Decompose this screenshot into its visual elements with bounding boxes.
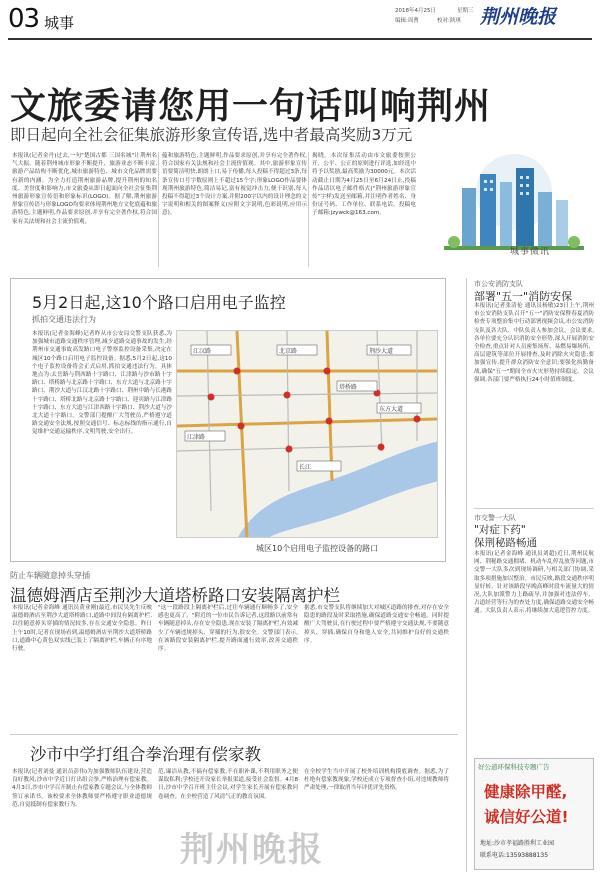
editor-credit: 编辑:周曹	[395, 18, 419, 24]
lead-body-column-2: 蕴和旅游特色,主题鲜明,作品要求原创,并享有完全著作权,符合国家有关法规和社会主流价值观。其中,旅游形象宣传语要简洁明快,朗朗上口,易于传播,每人投稿不得超过3条,每条宣传口号字数原则上不超过15个字;形象LOGO作品要体现荆州旅游特色,简洁易记,富有视觉冲击力,便于识别,每人投稿不得超过3个设计方案,并附200字以内的设计理念的文字说明和相关的图案释义(应附文字说明,色彩说明,应用示意)。	[162, 153, 307, 217]
column-divider	[308, 152, 309, 267]
column-divider	[158, 152, 159, 267]
traffic-headline: 5月2日起,这10个路口启用电子监控	[32, 293, 286, 312]
lead-headline: 文旅委请您用一句话叫响荆州	[10, 86, 492, 127]
map-label: 荆沙大道	[369, 348, 394, 355]
ad-address: 地址:沙市孝福路胜利工业园	[480, 840, 555, 847]
traffic-brigade-headline-line1: "对症下药"	[474, 524, 526, 536]
map-label: 江津路	[187, 434, 206, 441]
barrier-headline: 温德姆酒店至荆沙大道塔桥路口安装隔离护栏	[10, 586, 340, 605]
page-number: 03	[8, 4, 40, 34]
ad-slogan-line1: 健康除甲醛,	[484, 783, 568, 801]
column-divider	[466, 278, 467, 872]
traffic-brigade-kicker: 市交警一大队	[474, 514, 516, 522]
section-divider	[474, 508, 594, 509]
newspaper-logo: 荆州晚报	[480, 6, 557, 28]
map-label: 江汉路	[193, 348, 212, 355]
issue-weekday: 星期三	[457, 8, 474, 14]
lead-body-column-1: 本报讯(记者金丹)过去,一句"楚国古都 三国名城"让荆州名气大振。随着荆州城市形象不断提升、旅游业态不断丰富,旅游产品结构不断优化,城市旅游特色、城市文化品牌需要有新的内涵。为全力打造荆州旅游品牌,提升荆州的知名度、美誉度和影响力,市文旅委从即日起面向全社会征集荆州旅游形象宣传语和形象标识(LOGO)。据了解,荆州旅游形象宣传语与形象LOGO均要求体现荆州地方文化底蕴和旅游特色,主题鲜明,作品要求原创,并享有完全著作权,符合国家有关法规和社会主流价值观。	[12, 153, 157, 225]
fire-body: 本报讯(记者张清伦 通讯员杨敏)23日上午,荆州市公安消防支队召开"五一"消防安保暨春夏消防检查专项整治集中行动部署视频会议,市公安消防支队及各大队、中队负责人参加会议。会议要求,各单位要充分认识消防安全形势,深入开展消防安全检查,重点针对人员密集场所、易燃易爆场所、高层建筑等部位开展排查,及时消除火灾隐患;要加强宣传,提升群众消防安全意识;要强化执勤备战,确保"五一"期间全市火灾形势持续稳定。会议强调,各部门要严格执行24小时值班制度。	[474, 303, 594, 383]
traffic-brigade-headline-line2: 保荆秘路畅通	[474, 537, 537, 549]
school-headline: 沙市中学打组合拳治理有偿家教	[30, 745, 261, 764]
traffic-brigade-body: 本报讯(记者金海峰 通讯员刘超)近日,荆州民航网、荆秘路交通拥堵、机动车乱停乱放等问题,市交警一大队多次到现场调研,与相关部门协调,采取多项措施加以整治。市民反映,路段交通秩序明显好转。针对该路段早晚高峰时段车流量大的情况,大队加派警力上路疏导,并加强对违法停车、占道经营等行为的查处力度,确保道路交通安全畅通。大队负责人表示,将继续加大巡逻管控力度。	[474, 551, 594, 615]
ad-slogan-line2: 诚信好公道!	[484, 808, 569, 826]
traffic-deck: 抓拍交通违法行为	[32, 315, 96, 324]
issue-date: 2018年4月25日	[395, 8, 436, 14]
school-body-column-1: 本报讯(记者刘曼 通讯员彭伟)为加强教师队伍建设,营造良好教风,沙市中学近日打出组合拳,严格治理有偿家教。4月3日,沙市中学召开制止有偿家教专题会议,与全体教师签订承诺书。该校要求全体教师要严格遵守职业道德规范,自觉抵制有偿家教行为。	[12, 769, 152, 808]
ad-phone: 联系电话:13593888135	[480, 852, 549, 859]
proofreader-credit: 校对:陕琪	[437, 18, 461, 24]
fire-kicker: 市公安消防支队	[474, 280, 523, 288]
barrier-body-column-1: 本报讯(记者金海峰 通讯员黄业刚)最近,市民吴先生反映温德姆酒店至荆沙大道塔桥路口,道路中间没有隔离护栏,以往随意掉头穿插的情况较多,存在交通安全隐患。昨日上午10时,记者在现场看到,温德姆酒店至荆沙大道塔桥路口,道路中心黄色双实线已装上了隔离护栏,车辆正有序地行驶。	[12, 605, 152, 653]
map-label: 东方大道	[379, 406, 404, 413]
barrier-body-column-3: 据悉,市交警支队将继续加大对城区道路的排查,对存在安全隐患的路段及时采取措施,确保道路交通安全畅通。同时提醒广大驾驶员,在行驶过程中要严格遵守交通法规,不要随意掉头、穿插,确保自身和他人安全,共同维护良好的交通秩序。	[304, 605, 449, 644]
barrier-body-column-2: "这一段路段上隔离护栏后,过往车辆通行顺畅多了,安全感也更高了。"附近的一位市民告诉记者,这段路以前常有车辆随意掉头,存在安全隐患,现在安装了隔离护栏,有效减少了车辆违规掉头、穿插的行为,很安全。交警部门表示,在该路段安装隔离护栏,提升路面通行效率,改善交通秩序。	[158, 605, 298, 653]
traffic-map	[176, 330, 438, 538]
section-name: 城事	[44, 14, 75, 32]
map-label: 北京路	[279, 348, 298, 355]
map-caption: 城区10个启用电子监控设备的路口	[256, 544, 379, 553]
city-news-label: 城事微讯	[510, 247, 551, 257]
school-body-column-3: 在全校学生当中开展了校外培训机构摸底调查。据悉,为了杜绝有偿家教现象,学校还成立专项督查小组,对违规教师将严肃处理,一律取消当年评优评先资格。	[304, 769, 449, 792]
lead-body-column-3: 揭晓。本次征集活动由市文旅委按照公开、公平、公正的原则进行评选,如经选中将予以奖励,最高奖励为30000元。本次活动截止日期为4月25日至6月24日止,投稿作品请以电子邮件格式("荆州旅游形象宣传"字样)发送至邮箱,并注明作者姓名、身份证号码、工作单位、联系电话。投稿电子邮箱:jzywck@163.com。	[312, 153, 416, 217]
section-divider	[10, 734, 458, 735]
school-body-column-2: 范,廉洁从教,不搞有偿家教,不在职补课,不利用职务之便谋取私利;学校还开设家长举报渠道,接受社会监督。4月8日,沙市中学召开班主任会议,对学生家长开展有偿家教问卷调查。在全校营造了风清气正的教育氛围。	[158, 769, 298, 800]
lead-subheadline: 即日起向全社会征集旅游形象宣传语,选中者最高奖励3万元	[10, 126, 413, 144]
header-divider	[8, 38, 592, 40]
ad-header: 好公道环保科技专题广告	[478, 763, 550, 771]
fire-headline: 部署"五一"消防安保	[474, 290, 573, 303]
map-label: 塔桥路	[339, 384, 358, 391]
map-label: 长江	[299, 464, 312, 471]
traffic-body: 本报讯(记者金海峰)记者昨从市公安局交警支队获悉,为加强城市道路交通秩序管理,减少道路交通事故的发生,经荆州市交通事故高发路口电子警察监控设备采集,决定在城区10个路口启用电子监控设备。据悉,5月2日起,这10个电子监控设备将会正式启用,抓拍交通违法行为。具体地点为:太岳路与荆西路十字路口、江津路与沙市路十字路口、塔桥路与北京路十字路口、东方大道与北京路十字路口、荆沙大道与江汉北路十字路口、荆州中路与长港路十字路口、塔桥北路与北京路十字路口、迎宾路与江津路十字路口、东方大道与江津西路十字路口、荆沙大道与沙北大道十字路口。交警部门提醒广大驾驶员,严格遵守道路交通安全法规,按照交通信号、标志标线的指示通行,自觉维护交通运输秩序,文明驾驶,安全出行。	[32, 331, 172, 436]
barrier-kicker: 防止车辆随意掉头穿插	[10, 571, 90, 580]
watermark: 荆州晚报	[180, 830, 324, 870]
